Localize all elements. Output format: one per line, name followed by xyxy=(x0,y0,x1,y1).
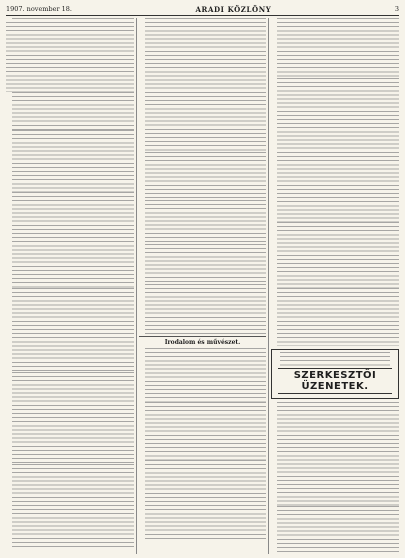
article-text xyxy=(145,402,266,460)
section-heading: Irodalom és művészet. xyxy=(164,339,241,346)
article-text xyxy=(6,22,134,92)
column-rule xyxy=(136,18,137,554)
page-number: 3 xyxy=(394,5,399,13)
column-right xyxy=(271,18,399,554)
article-text xyxy=(145,96,266,152)
issue-date: 1907. november 18. xyxy=(6,5,72,13)
article-text xyxy=(12,192,134,288)
article-text xyxy=(145,152,266,200)
article-text xyxy=(145,284,266,334)
article-text xyxy=(277,152,399,222)
article-text xyxy=(12,92,134,130)
article-text xyxy=(277,402,399,506)
column-rule xyxy=(268,18,269,554)
article-text xyxy=(12,372,134,464)
article-text xyxy=(145,244,266,284)
page-header xyxy=(6,3,399,16)
article-text xyxy=(277,78,399,152)
column-left xyxy=(6,18,134,554)
article-text xyxy=(12,130,134,192)
article-text xyxy=(277,18,399,78)
article-text xyxy=(145,200,266,244)
article-text xyxy=(277,222,399,288)
article-text xyxy=(145,18,266,96)
article-text xyxy=(277,288,399,346)
article-text xyxy=(277,506,399,554)
newspaper-title: ARADI KÖZLÖNY xyxy=(195,4,272,14)
notice-heading: SZERKESZTŐI ÜZENETEK. xyxy=(278,368,392,394)
article-text xyxy=(145,348,266,402)
notice-box xyxy=(271,349,399,399)
article-text xyxy=(145,460,266,540)
column-middle xyxy=(139,18,266,554)
article-text xyxy=(12,464,134,550)
article-columns xyxy=(6,18,399,554)
notice-text xyxy=(280,352,391,366)
section-divider xyxy=(139,336,266,337)
article-text xyxy=(12,288,134,372)
